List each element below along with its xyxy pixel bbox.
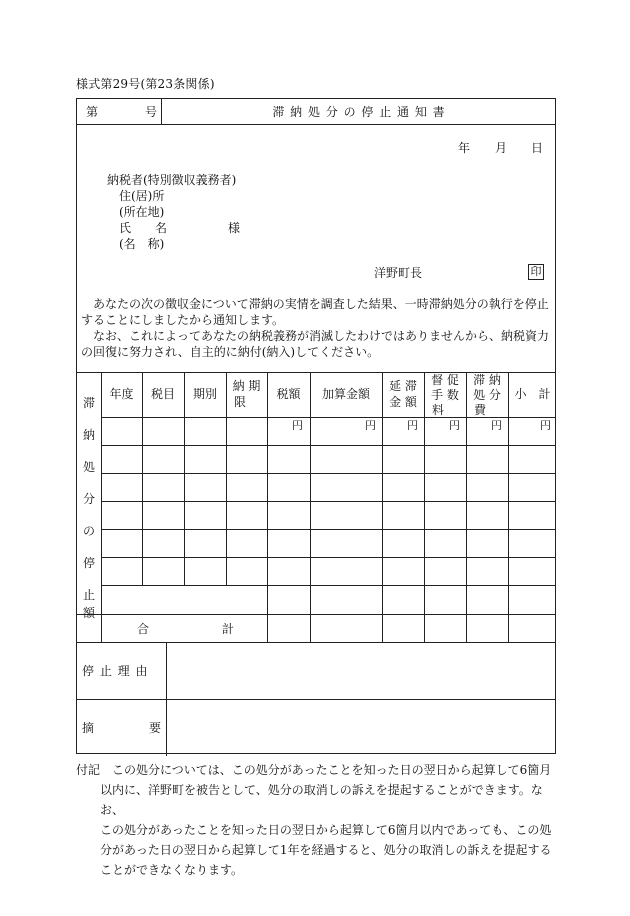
divider <box>77 614 555 615</box>
col-header-proc-c: 費 <box>474 403 487 417</box>
divider <box>466 372 467 642</box>
divider <box>101 585 555 586</box>
yen-unit: 円 <box>491 419 502 432</box>
side-label-char: 分 <box>82 492 95 506</box>
yen-unit: 円 <box>449 419 460 432</box>
note-line-5: ことができなくなります。 <box>100 863 244 877</box>
divider <box>142 372 143 585</box>
form-title: 滞 納 処 分 の 停 止 通 知 書 <box>272 105 446 119</box>
divider <box>310 372 311 642</box>
body-line-3: なお、これによってあなたの納税義務が消滅したわけではありませんから、納税資力 <box>81 329 550 343</box>
appendix-note <box>76 760 558 880</box>
col-header-due-a: 納 期 <box>232 379 261 393</box>
divider <box>101 473 555 474</box>
remarks-label-b: 要 <box>149 721 162 735</box>
divider <box>101 445 555 446</box>
divider <box>77 642 555 643</box>
divider <box>382 372 383 642</box>
yen-unit: 円 <box>407 419 418 432</box>
divider <box>101 557 555 558</box>
body-line-1: あなたの次の徴収金について滞納の実情を調査した結果、一時滞納処分の執行を停止 <box>81 297 549 311</box>
col-header-tax-item: 税目 <box>150 387 175 401</box>
divider <box>166 642 167 756</box>
body-line-4: の回復に努力され、自主的に納付(納入)してください。 <box>81 345 380 359</box>
yen-unit: 円 <box>292 419 303 432</box>
notice-form <box>76 98 556 754</box>
side-label-char: 処 <box>82 460 95 474</box>
remarks-label-a: 摘 <box>82 721 95 735</box>
corp-name-label: (名 称) <box>119 237 165 251</box>
divider <box>101 417 555 418</box>
col-header-tax-amount: 税額 <box>276 387 301 401</box>
note-line-2: 以内に、洋野町を被告として、処分の取消しの訴えを提起することができます。なお、 <box>100 783 543 817</box>
address-label: 住(居)所 <box>119 189 165 203</box>
yen-unit: 円 <box>540 419 551 432</box>
col-header-due-b: 限 <box>234 395 247 409</box>
name-label: 氏 名 <box>119 221 168 235</box>
note-line-1: 付記 この処分については、この処分があったことを知った日の翌日から起算して6箇月 <box>76 763 552 777</box>
side-label-char: 納 <box>82 428 95 442</box>
col-header-subtotal: 小 計 <box>514 387 551 401</box>
col-header-delay-a: 延 滞 <box>389 379 417 393</box>
date-month: 月 <box>495 141 508 155</box>
divider <box>267 372 268 642</box>
col-header-delay-b: 金 額 <box>389 395 417 409</box>
taxpayer-label: 納税者(特別徴収義務者) <box>107 173 237 187</box>
note-line-4: 分があった日の翌日から起算して1年を経過すると、処分の取消しの訴えを提起する <box>100 843 552 857</box>
divider <box>184 372 185 585</box>
divider <box>101 372 102 642</box>
col-header-period: 期別 <box>192 387 217 401</box>
side-label-char: 停 <box>82 556 95 570</box>
divider <box>424 372 425 642</box>
location-label: (所在地) <box>119 205 165 219</box>
divider <box>508 372 509 642</box>
total-label-a: 合 <box>137 622 150 636</box>
col-header-additional: 加算金額 <box>321 387 370 401</box>
divider <box>77 699 555 700</box>
divider <box>101 529 555 530</box>
col-header-proc-b: 処 分 <box>473 388 501 402</box>
side-label-char: 額 <box>82 606 95 620</box>
divider <box>77 124 555 125</box>
number-prefix: 第 <box>86 105 99 119</box>
col-header-dun-b: 手 数 <box>431 388 459 402</box>
divider <box>226 372 227 585</box>
divider <box>101 501 555 502</box>
body-line-2: することにしましたから通知します。 <box>81 313 285 327</box>
seal-mark: 印 <box>528 264 544 280</box>
note-line-3: この処分があったことを知った日の翌日から起算して6箇月以内であっても、この処 <box>100 823 552 837</box>
honorific: 様 <box>228 221 241 235</box>
form-label: 様式第29号(第23条関係) <box>76 77 215 91</box>
issuer-title: 洋野町長 <box>374 266 423 280</box>
date-day: 日 <box>531 141 544 155</box>
yen-unit: 円 <box>365 419 376 432</box>
reason-label: 停 止 理 由 <box>82 664 149 678</box>
total-label-b: 計 <box>222 622 235 636</box>
side-label-char: 滞 <box>82 396 95 410</box>
col-header-year: 年度 <box>109 387 134 401</box>
col-header-dun-a: 督 促 <box>431 373 459 387</box>
side-label-char: 止 <box>82 588 95 602</box>
col-header-dun-c: 料 <box>432 403 445 417</box>
number-suffix: 号 <box>145 105 158 119</box>
col-header-proc-a: 滞 納 <box>473 373 501 387</box>
date-year: 年 <box>458 141 471 155</box>
side-label-char: の <box>82 524 95 538</box>
